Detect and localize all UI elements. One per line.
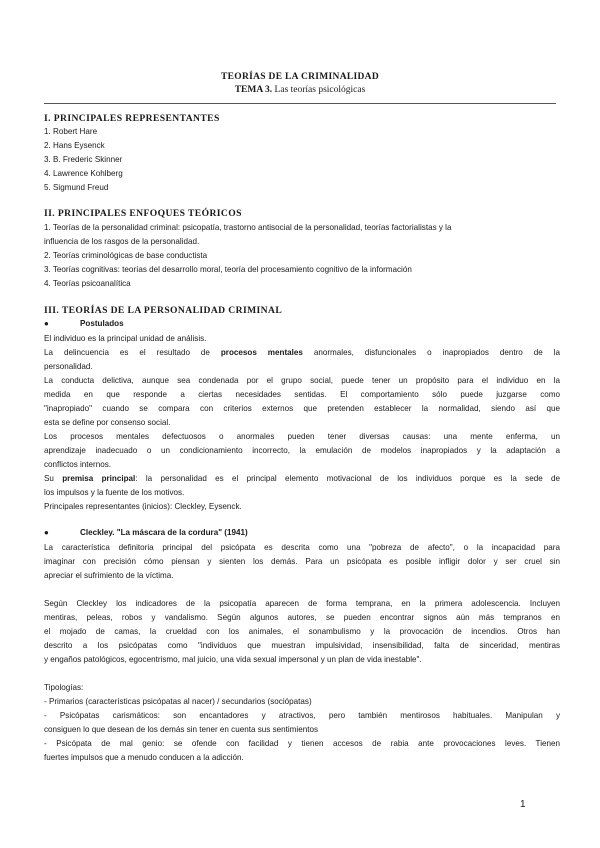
- document-title: TEORÍAS DE LA CRIMINALIDAD: [221, 72, 379, 82]
- text-line: apreciar el sufrimiento de la víctima.: [44, 571, 174, 580]
- list-item: 1. Robert Hare: [44, 127, 98, 136]
- text-line: - Psicópatas carismáticos: son encantadores y atractivos, pero también mentirosos habituales. Manipulan y: [44, 711, 560, 720]
- subtitle-text: Las teorías psicológicas: [272, 85, 366, 95]
- text-line: El individuo es la principal unidad de análisis.: [44, 334, 207, 343]
- text-line: los impulsos y la fuente de los motivos.: [44, 488, 185, 497]
- cleckley-label: Cleckley. "La máscara de la cordura" (1941): [80, 528, 248, 537]
- bullet-icon: ●: [44, 319, 49, 328]
- list-item: 3. B. Frederic Skinner: [44, 155, 123, 164]
- text-line: medida en que responde a ciertas necesidades sentidas. El comportamiento sólo puede juzgarse como: [44, 390, 560, 399]
- list-item: 5. Sigmund Freud: [44, 183, 109, 192]
- text-line: Su premisa principal: la personalidad es el principal elemento motivacional de los individuos porque es la sede de: [44, 474, 561, 483]
- subtitle-tema: TEMA 3.: [234, 85, 273, 95]
- text-line: aprendizaje inadecuado o un condicionamiento incorrecto, la emulación de modelos inapropiados y la adaptación a: [44, 446, 560, 455]
- text-line: 2. Teorías criminológicas de base conductista: [44, 251, 208, 260]
- text-line: 3. Teorías cognitivas: teorías del desarrollo moral, teoría del procesamiento cognitivo de la información: [44, 265, 412, 274]
- text-line: fuertes impulsos que a menudo conducen a la adicción.: [44, 753, 244, 762]
- text-line: mentiras, peleas, robos y vandalismo. Según algunos autores, se pueden encontrar signos aún más tempranos en: [44, 613, 560, 622]
- text-line: influencia de los rasgos de la personalidad.: [44, 237, 200, 246]
- text-line: Según Cleckley los indicadores de la psicopatía aparecen de forma temprana, en la primera adolescencia. Incluyen: [44, 599, 560, 608]
- text-line: imaginar con precisión cómo piensan y sienten los demás. Para un psicópata es posible infligir dolor y ser cruel sin: [44, 557, 560, 566]
- text-line: personalidad.: [44, 362, 93, 371]
- page-number: 1: [520, 799, 526, 810]
- text-line: y engaños patológicos, egocentrismo, mal juicio, una vida sexual impersonal y un plan de vida inestable".: [44, 655, 422, 664]
- text-line: "inapropiado" cuando se compara con criterios externos que pretenden establecer la normalidad, siendo así que: [44, 404, 560, 413]
- text-line: descrito a los psicópatas como "individuos que muestran impulsividad, insensibilidad, falta de sinceridad, mentiras: [44, 641, 560, 650]
- text-line: el mojado de camas, la crueldad con los animales, el sonambulismo y la provocación de incendios. Otros han: [44, 627, 560, 636]
- text-line: La conducta delictiva, aunque sea condenada por el grupo social, puede tener un propósito para el individuo en la: [44, 376, 560, 385]
- section-heading-representantes: I. PRINCIPALES REPRESENTANTES: [44, 113, 220, 124]
- text-line: conflictos internos.: [44, 460, 112, 469]
- text-line: esta se define por consenso social.: [44, 418, 171, 427]
- text-line: La delincuencia es el resultado de procesos mentales anormales, disfuncionales o inapropiados dentro de la: [44, 348, 560, 357]
- section-heading-personalidad: III. TEORÍAS DE LA PERSONALIDAD CRIMINAL: [44, 305, 283, 316]
- document-subtitle: [0, 85, 600, 95]
- text-line: - Primarios (características psicópatas al nacer) / secundarios (sociópatas): [44, 697, 312, 706]
- title-divider: [44, 103, 556, 104]
- text-line: Principales representantes (inicios): Cleckley, Eysenck.: [44, 502, 242, 511]
- bullet-icon: ●: [44, 528, 49, 537]
- bold-procesos-mentales: procesos mentales: [220, 348, 303, 357]
- text-line: La característica definitoria principal del psicópata es descrita como una "pobreza de afecto", o la incapacidad para: [44, 543, 560, 552]
- list-item: 4. Lawrence Kohlberg: [44, 169, 123, 178]
- bold-premisa-principal: premisa principal: [62, 474, 136, 483]
- section-heading-enfoques: II. PRINCIPALES ENFOQUES TEÓRICOS: [44, 208, 242, 219]
- text-line: Tipologías:: [44, 683, 84, 692]
- text-line: 1. Teorías de la personalidad criminal: psicopatía, trastorno antisocial de la personalidad, teorías factorialistas y la: [44, 223, 452, 232]
- text-line: - Psicópata de mal genio: se ofende con facilidad y tienen accesos de rabia ante provocaciones leves. Tienen: [44, 739, 560, 748]
- text-line: consiguen lo que desean de los demás sin tener en cuenta sus sentimientos: [44, 725, 319, 734]
- postulados-label: Postulados: [80, 319, 124, 328]
- text-line: Los procesos mentales defectuosos o anormales pueden tener diversas causas: una mente enferma, un: [44, 432, 560, 441]
- list-item: 2. Hans Eysenck: [44, 141, 105, 150]
- text-line: 4. Teorías psicoanalítica: [44, 279, 131, 288]
